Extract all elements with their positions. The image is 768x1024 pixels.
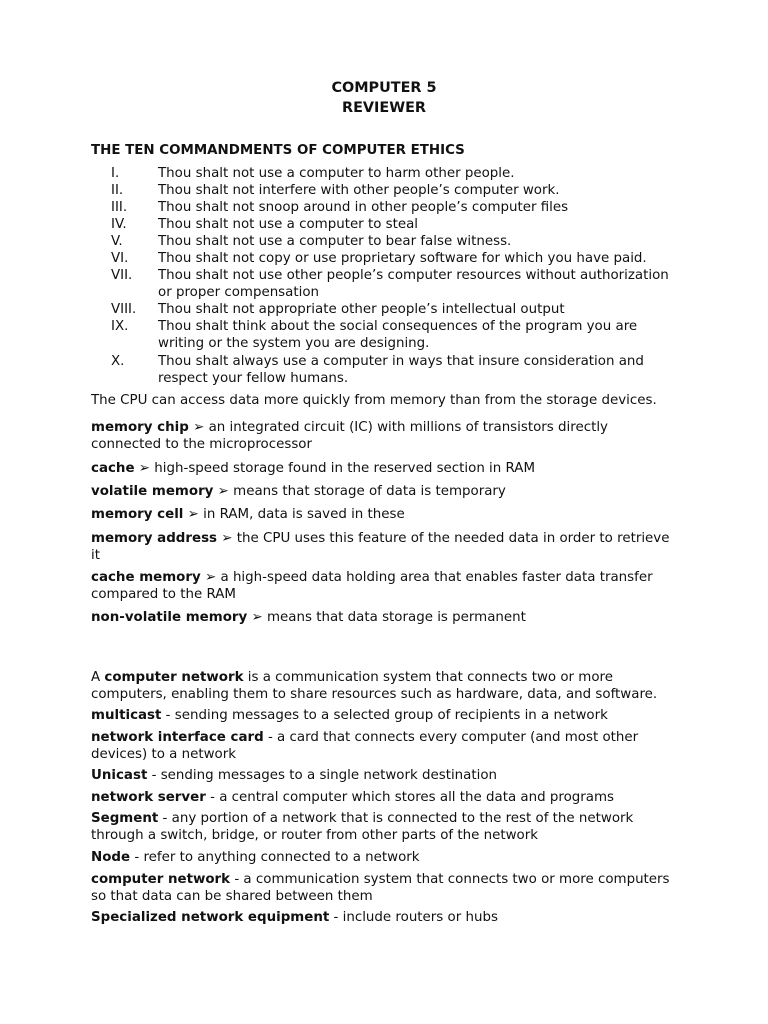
commandment-number: I.: [111, 166, 120, 181]
definition-row: multicast - sending messages to a selected group of recipients in a network: [91, 708, 608, 723]
network-intro-term: computer network: [104, 670, 244, 685]
term-definition: sending messages to a single network destination: [160, 768, 498, 783]
arrow-bullet-icon: ➢: [204, 570, 217, 585]
commandment-line: Thou shalt not copy or use proprietary software for which you have paid.: [158, 251, 647, 266]
term-definition: the CPU uses this feature of the needed data in order to retrieve: [236, 531, 670, 546]
definition-continuation: compared to the RAM: [91, 587, 236, 602]
doc-subtitle: REVIEWER: [341, 100, 427, 116]
definition-row: [91, 460, 681, 477]
commandment-line: Thou shalt always use a computer in ways that insure consideration and: [158, 354, 644, 369]
network-intro-rest: is a communication system that connects two or more: [243, 670, 613, 685]
definition-row: Specialized network equipment - include routers or hubs: [91, 910, 498, 925]
commandment-number: V.: [111, 234, 123, 249]
term-label: cache: [91, 461, 135, 476]
commandment-line: or proper compensation: [158, 285, 320, 300]
term-label: cache memory: [91, 570, 201, 585]
term-label: network server: [91, 790, 206, 805]
commandment-number: III.: [111, 200, 128, 215]
term-definition: means that storage of data is temporary: [233, 484, 506, 499]
commandment-line: Thou shalt not snoop around in other people’s computer files: [158, 200, 569, 215]
commandment-number: VI.: [111, 251, 129, 266]
term-definition: sending messages to a selected group of recipients in a network: [174, 708, 608, 723]
commandment-text: [158, 199, 678, 216]
commandment-number: IX.: [111, 319, 129, 334]
commandment-text: [158, 301, 678, 318]
definition-row: Node - refer to anything connected to a network: [91, 850, 420, 865]
term-definition: refer to anything connected to a network: [143, 850, 420, 865]
term-label: memory cell: [91, 507, 184, 522]
commandment-line: Thou shalt not use a computer to bear false witness.: [158, 234, 512, 249]
term-label: Specialized network equipment: [91, 910, 330, 925]
network-intro-line2: computers, enabling them to share resources such as hardware, data, and software.: [91, 687, 658, 702]
commandment-text: [158, 165, 678, 182]
commandment-text: [158, 318, 678, 352]
section-heading: THE TEN COMMANDMENTS OF COMPUTER ETHICS: [91, 143, 465, 158]
term-label: Node: [91, 850, 131, 865]
definition-continuation: devices) to a network: [91, 747, 236, 762]
definition-row: network server - a central computer which stores all the data and programs: [91, 790, 615, 805]
doc-title: COMPUTER 5: [331, 80, 437, 96]
definition-row: [91, 483, 681, 500]
commandment-text: [158, 216, 678, 233]
commandment-line: writing or the system you are designing.: [158, 336, 430, 351]
commandment-number: VII.: [111, 268, 133, 283]
definition-continuation: so that data can be shared between them: [91, 889, 373, 904]
definition-continuation: it: [91, 548, 100, 563]
commandment-text: [158, 267, 678, 301]
definition-row: [91, 569, 681, 586]
commandment-number: X.: [111, 354, 125, 369]
definition-row: Unicast - sending messages to a single network destination: [91, 768, 498, 783]
arrow-bullet-icon: ➢: [221, 531, 233, 546]
commandment-number: IV.: [111, 217, 127, 232]
term-definition: an integrated circuit (IC) with millions of transistors directly: [208, 420, 608, 435]
commandment-text: [158, 353, 678, 387]
term-definition: in RAM, data is saved in these: [203, 507, 405, 522]
definition-row: [91, 530, 681, 547]
commandment-line: Thou shalt think about the social consequences of the program you are: [158, 319, 638, 334]
term-definition: means that data storage is permanent: [267, 610, 526, 625]
arrow-bullet-icon: ➢: [138, 461, 151, 476]
arrow-bullet-icon: ➢: [251, 610, 263, 625]
term-definition: a communication system that connects two or more computers: [243, 872, 670, 887]
term-definition: a central computer which stores all the data and programs: [219, 790, 615, 805]
term-label: Segment: [91, 811, 159, 826]
term-label: memory address: [91, 531, 218, 546]
commandment-number: II.: [111, 183, 124, 198]
arrow-bullet-icon: ➢: [193, 420, 205, 435]
term-definition: include routers or hubs: [342, 910, 498, 925]
commandment-line: Thou shalt not use a computer to steal: [158, 217, 419, 232]
term-label: volatile memory: [91, 484, 214, 499]
network-intro-prefix: A: [91, 670, 105, 685]
term-label: non-volatile memory: [91, 610, 248, 625]
term-label: multicast: [91, 708, 162, 723]
commandment-line: Thou shalt not use other people’s computer resources without authorization: [158, 268, 669, 283]
commandment-line: Thou shalt not appropriate other people’s intellectual output: [158, 302, 565, 317]
arrow-bullet-icon: ➢: [217, 484, 229, 499]
commandment-text: [158, 233, 678, 250]
commandment-line: Thou shalt not interfere with other people’s computer work.: [158, 183, 560, 198]
commandment-text: [158, 250, 678, 267]
definition-continuation: connected to the microprocessor: [91, 437, 312, 452]
term-definition: any portion of a network that is connected to the rest of the network: [171, 811, 634, 826]
term-definition: a card that connects every computer (and most other: [277, 730, 639, 745]
term-label: memory chip: [91, 420, 189, 435]
commandment-text: [158, 182, 678, 199]
definition-row: [91, 419, 681, 436]
definition-row: computer network - a communication system that connects two or more computers: [91, 872, 670, 887]
definition-row: [91, 609, 681, 626]
definition-row: network interface card - a card that connects every computer (and most other: [91, 730, 639, 745]
cpu-note: The CPU can access data more quickly from memory than from the storage devices.: [91, 393, 657, 408]
definition-row: Segment - any portion of a network that is connected to the rest of the network: [91, 811, 634, 826]
term-definition: high-speed storage found in the reserved section in RAM: [154, 461, 536, 476]
definition-continuation: through a switch, bridge, or router from other parts of the network: [91, 828, 538, 843]
term-definition: a high-speed data holding area that enables faster data transfer: [220, 570, 653, 585]
commandment-line: Thou shalt not use a computer to harm other people.: [158, 166, 515, 181]
commandment-number: VIII.: [111, 302, 137, 317]
term-label: network interface card: [91, 730, 264, 745]
network-intro: [91, 669, 681, 686]
commandment-line: respect your fellow humans.: [158, 371, 349, 386]
term-label: computer network: [91, 872, 231, 887]
definition-row: [91, 506, 681, 523]
term-label: Unicast: [91, 768, 148, 783]
arrow-bullet-icon: ➢: [187, 507, 199, 522]
